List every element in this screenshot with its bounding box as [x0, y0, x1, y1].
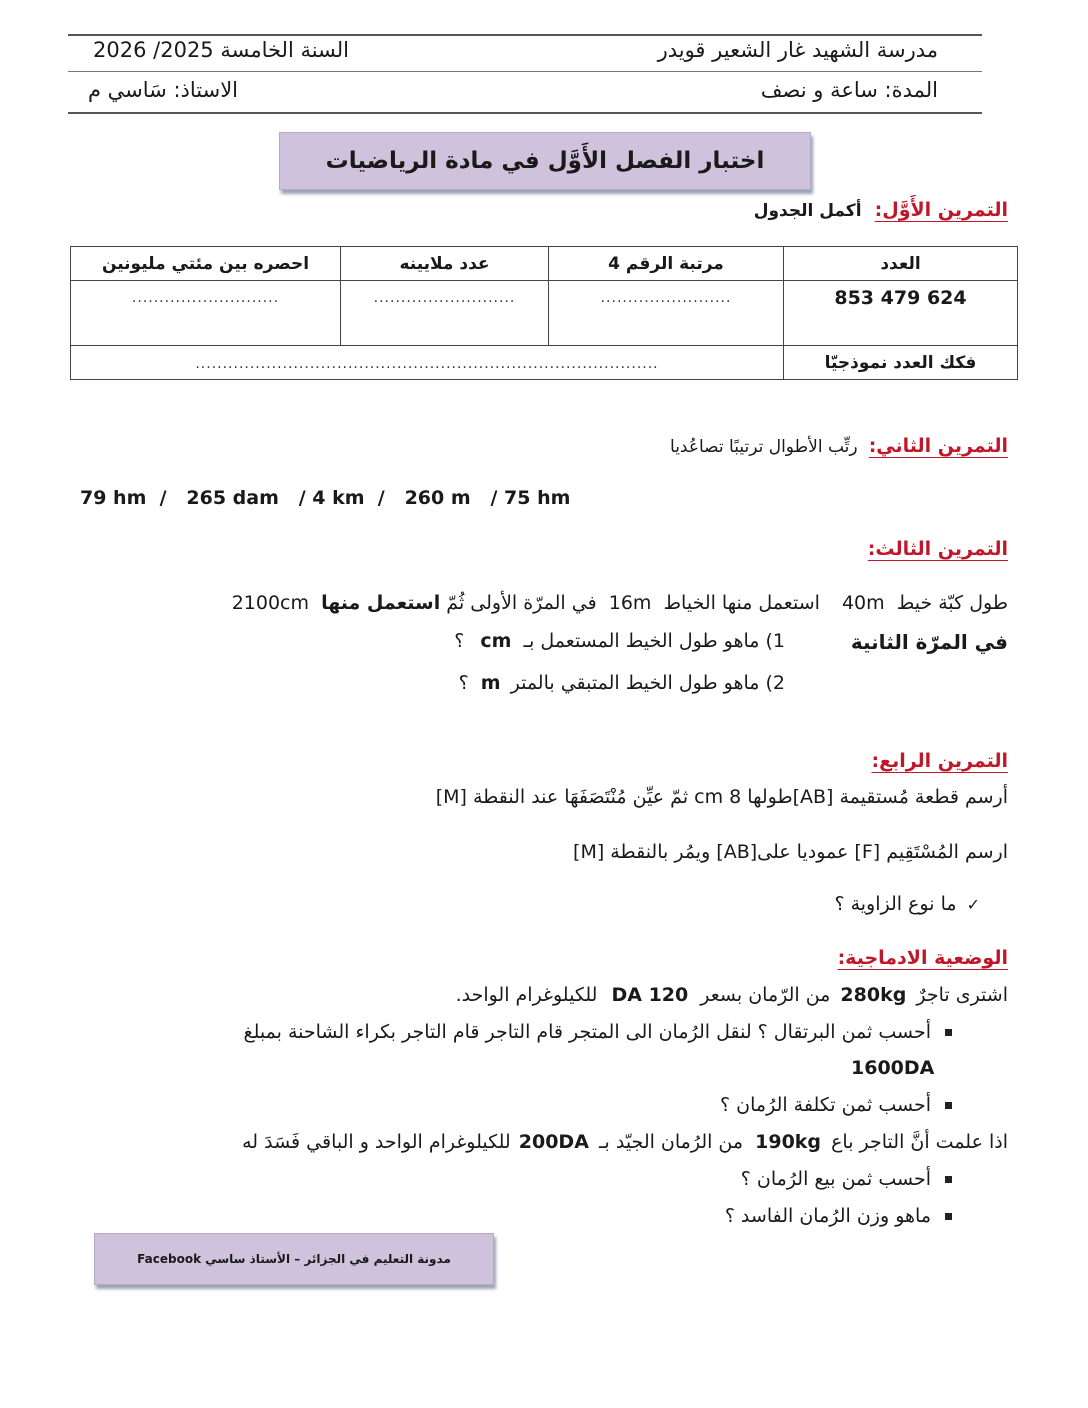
paragraph-value: 200DA [518, 1131, 589, 1153]
question-text: 1) ماهو طول الخيط المستعمل بـ [523, 630, 785, 652]
statement-part: في المرّة الأولى ثُمّ [446, 592, 597, 614]
square-bullet-icon [945, 1029, 952, 1036]
bullet-item-1 [244, 1021, 1008, 1043]
dotted-answer-line: .......................... [373, 290, 516, 306]
paragraph-part: من الرُمان الجيّد بـ [598, 1131, 744, 1153]
bullet-text: أحسب ثمن بيع الرُمان ؟ [740, 1168, 931, 1190]
exercise-4-line-2: ارسم المُسْتَقِيم [F] عموديا على[AB] ويمُر بالنقطة [M] [573, 841, 1008, 863]
question-mark: ؟ [458, 672, 469, 694]
table-decompose-row [71, 346, 1018, 380]
cell-bound-blank[interactable] [71, 281, 341, 346]
header-top-rule [68, 34, 982, 36]
exercise-1-instruction: أكمل الجدول [753, 201, 862, 221]
paragraph-part: من الرّمان بسعر [700, 984, 831, 1006]
question-unit: m [480, 672, 501, 694]
cell-number: 624 479 853 [784, 281, 1018, 346]
school-year: السنة الخامسة 2025/ 2026 [93, 38, 350, 62]
col-header-millions: عدد ملايينه [341, 247, 549, 281]
bullet-text: أحسب ثمن تكلفة الرُمان ؟ [720, 1094, 931, 1116]
paragraph-part: للكيلوغرام الواحد و الباقي فَسَدَ له [242, 1131, 511, 1153]
exercise-4-line-1: أرسم قطعة مُستقيمة [AB]طولها 8 cm ثمّ عيِّن مُنْتَصَفَهَا عند النقطة [M] [435, 786, 1008, 808]
paragraph-part: للكيلوغرام الواحد. [455, 984, 598, 1006]
dotted-answer-line: ..................................................................................... [195, 355, 659, 372]
statement-continuation: في المرّة الثانية [850, 630, 1008, 654]
footer-credit-box: مدونة التعليم في الجزائر – الأستاذ ساسي Facebook [94, 1233, 494, 1285]
bullet-item-3 [741, 1168, 1008, 1190]
teacher-name: الاستاذ: سَاسي م [88, 78, 239, 102]
statement-part: استعمل منها الخياط [663, 592, 820, 614]
cell-decompose-blank[interactable] [71, 346, 784, 380]
question-text: 2) ماهو طول الخيط المتبقي بالمتر [510, 672, 785, 694]
cell-decompose-label: فكك العدد نموذجيّا [784, 346, 1018, 380]
exercise-3-heading: التمرين الثالث: [867, 538, 1008, 560]
question-unit: cm [480, 630, 512, 652]
integration-paragraph-1 [456, 984, 1008, 1006]
bullet-text: ماهو وزن الرُمان الفاسد ؟ [724, 1205, 931, 1227]
cell-millions-blank[interactable] [341, 281, 549, 346]
paragraph-value: 190kg [755, 1131, 822, 1153]
square-bullet-icon [945, 1176, 952, 1183]
exercise-4-question [834, 893, 980, 915]
square-bullet-icon [945, 1213, 952, 1220]
lengths-list: 79 hm / 265 dam / 4 km / 260 m / 75 hm [80, 487, 571, 509]
paragraph-value: 120 DA [611, 984, 689, 1006]
col-header-digit-rank: مرتبة الرقم 4 [549, 247, 784, 281]
square-bullet-icon [945, 1102, 952, 1109]
bullet-item-2 [720, 1094, 1008, 1116]
col-header-number: العدد [784, 247, 1018, 281]
statement-bold: استعمل منها [321, 592, 441, 614]
table-header-row [71, 247, 1018, 281]
table-row [71, 281, 1018, 346]
cell-digit-rank-blank[interactable] [549, 281, 784, 346]
integration-heading: الوضعية الادماجية: [837, 947, 1008, 969]
paragraph-part: اذا علمت أنَّ التاجر باع [831, 1131, 1008, 1153]
exercise-2-heading: التمرين الثاني: [868, 435, 1008, 457]
check-icon: ✓ [966, 895, 980, 914]
bullet-item-4 [725, 1205, 1008, 1227]
bullet-text: أحسب ثمن البرتقال ؟ لنقل الرُمان الى المتجر قام التاجر قام التاجر بكراء الشاحنة بمبلغ [243, 1021, 931, 1043]
exercise-4-heading: التمرين الرابع: [871, 750, 1008, 772]
bullet-item-1-amount: 1600DA [851, 1057, 935, 1079]
question-1 [454, 630, 785, 652]
statement-part: طول كبّة خيط [896, 592, 1008, 614]
statement-value: 2100cm [231, 592, 310, 614]
exam-duration: المدة: ساعة و نصف [760, 78, 938, 102]
exam-title: اختبار الفصل الأَوَّل في مادة الرياضيات [279, 132, 811, 190]
question-2 [459, 672, 785, 694]
header-bottom-rule [68, 112, 982, 114]
exercise-3-statement [78, 592, 1008, 614]
col-header-bound: احصره بين مئتي مليونين [71, 247, 341, 281]
question-mark: ؟ [454, 630, 465, 652]
school-name: مدرسة الشهيد غار الشعير قويدر [657, 38, 938, 62]
number-table [70, 246, 1018, 380]
exercise-1-header [754, 199, 1008, 221]
exercise-2-header [670, 435, 1008, 457]
dotted-answer-line: ........................... [131, 290, 280, 306]
question-text: ما نوع الزاوية ؟ [834, 893, 957, 915]
header-mid-rule [68, 71, 982, 72]
paragraph-value: 280kg [840, 984, 907, 1006]
integration-paragraph-2 [242, 1131, 1008, 1153]
exercise-1-heading: التمرين الأَوَّل: [874, 199, 1008, 221]
paragraph-part: اشترى تاجرٌ [916, 984, 1008, 1006]
exercise-2-instruction: رتِّب الأطوال ترتيبًا تصاعُديا [670, 437, 858, 457]
statement-value: 40m [841, 592, 885, 614]
dotted-answer-line: ........................ [600, 290, 732, 306]
statement-value: 16m [608, 592, 652, 614]
